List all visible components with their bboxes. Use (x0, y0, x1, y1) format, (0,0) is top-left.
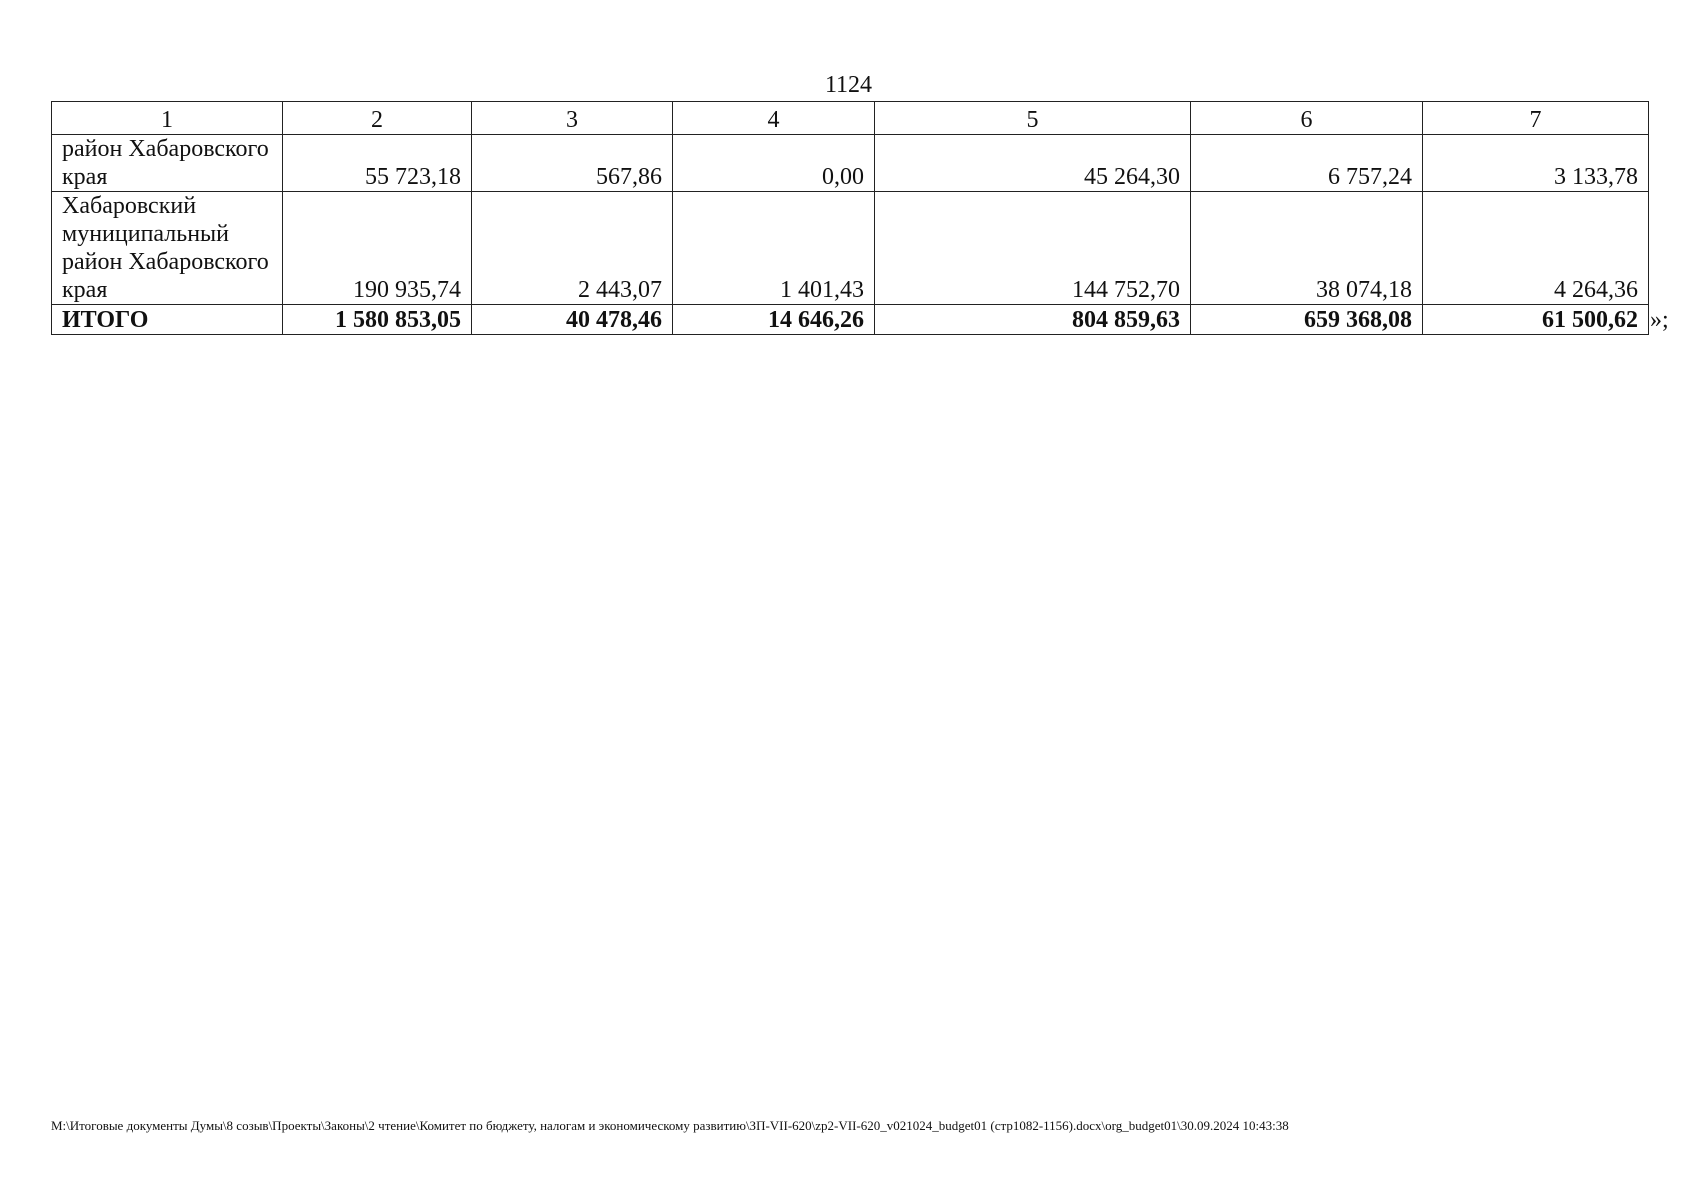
table-row (52, 192, 1649, 305)
total-value-cell: 61 500,62 (1423, 305, 1649, 335)
column-header-2: 2 (283, 102, 472, 135)
value-cell: 55 723,18 (283, 135, 472, 192)
total-label: ИТОГО (52, 305, 283, 335)
column-header-3: 3 (472, 102, 673, 135)
total-value-cell: 659 368,08 (1191, 305, 1423, 335)
value-cell: 567,86 (472, 135, 673, 192)
total-value-cell: 1 580 853,05 (283, 305, 472, 335)
column-header-7: 7 (1423, 102, 1649, 135)
column-header-5: 5 (875, 102, 1191, 135)
closing-quote-mark: »; (1650, 307, 1669, 333)
value-cell: 6 757,24 (1191, 135, 1423, 192)
column-header-1: 1 (52, 102, 283, 135)
district-name-line: район Хабаровского (62, 249, 269, 275)
district-name-line: края (62, 164, 108, 190)
value-cell: 4 264,36 (1423, 192, 1649, 305)
total-value-cell: 40 478,46 (472, 305, 673, 335)
total-row (52, 305, 1649, 335)
footer-file-path: M:\Итоговые документы Думы\8 созыв\Проекты\Законы\2 чтение\Комитет по бюджету, налогам и экономическому развитию\ЗП-VII-620\zp2-VII-620_v021024_budget01 (стр1082-1156).docx\org_budget01\30.09.2024 10:43:38 (51, 1118, 1289, 1133)
value-cell: 144 752,70 (875, 192, 1191, 305)
value-cell: 1 401,43 (673, 192, 875, 305)
value-cell: 3 133,78 (1423, 135, 1649, 192)
value-cell: 45 264,30 (875, 135, 1191, 192)
value-cell: 0,00 (673, 135, 875, 192)
header-row (52, 102, 1649, 135)
district-name-cell (52, 192, 283, 305)
value-cell: 2 443,07 (472, 192, 673, 305)
budget-table (51, 101, 1649, 335)
total-value-cell: 804 859,63 (875, 305, 1191, 335)
district-name-line: район Хабаровского (62, 136, 269, 162)
column-header-6: 6 (1191, 102, 1423, 135)
table-row (52, 135, 1649, 192)
value-cell: 190 935,74 (283, 192, 472, 305)
value-cell: 38 074,18 (1191, 192, 1423, 305)
column-header-4: 4 (673, 102, 875, 135)
district-name-line: Хабаровский (62, 193, 197, 219)
district-name-cell (52, 135, 283, 192)
total-value-cell: 14 646,26 (673, 305, 875, 335)
page-number: 1124 (824, 72, 873, 98)
district-name-line: края (62, 277, 108, 303)
district-name-line: муниципальный (62, 221, 230, 247)
